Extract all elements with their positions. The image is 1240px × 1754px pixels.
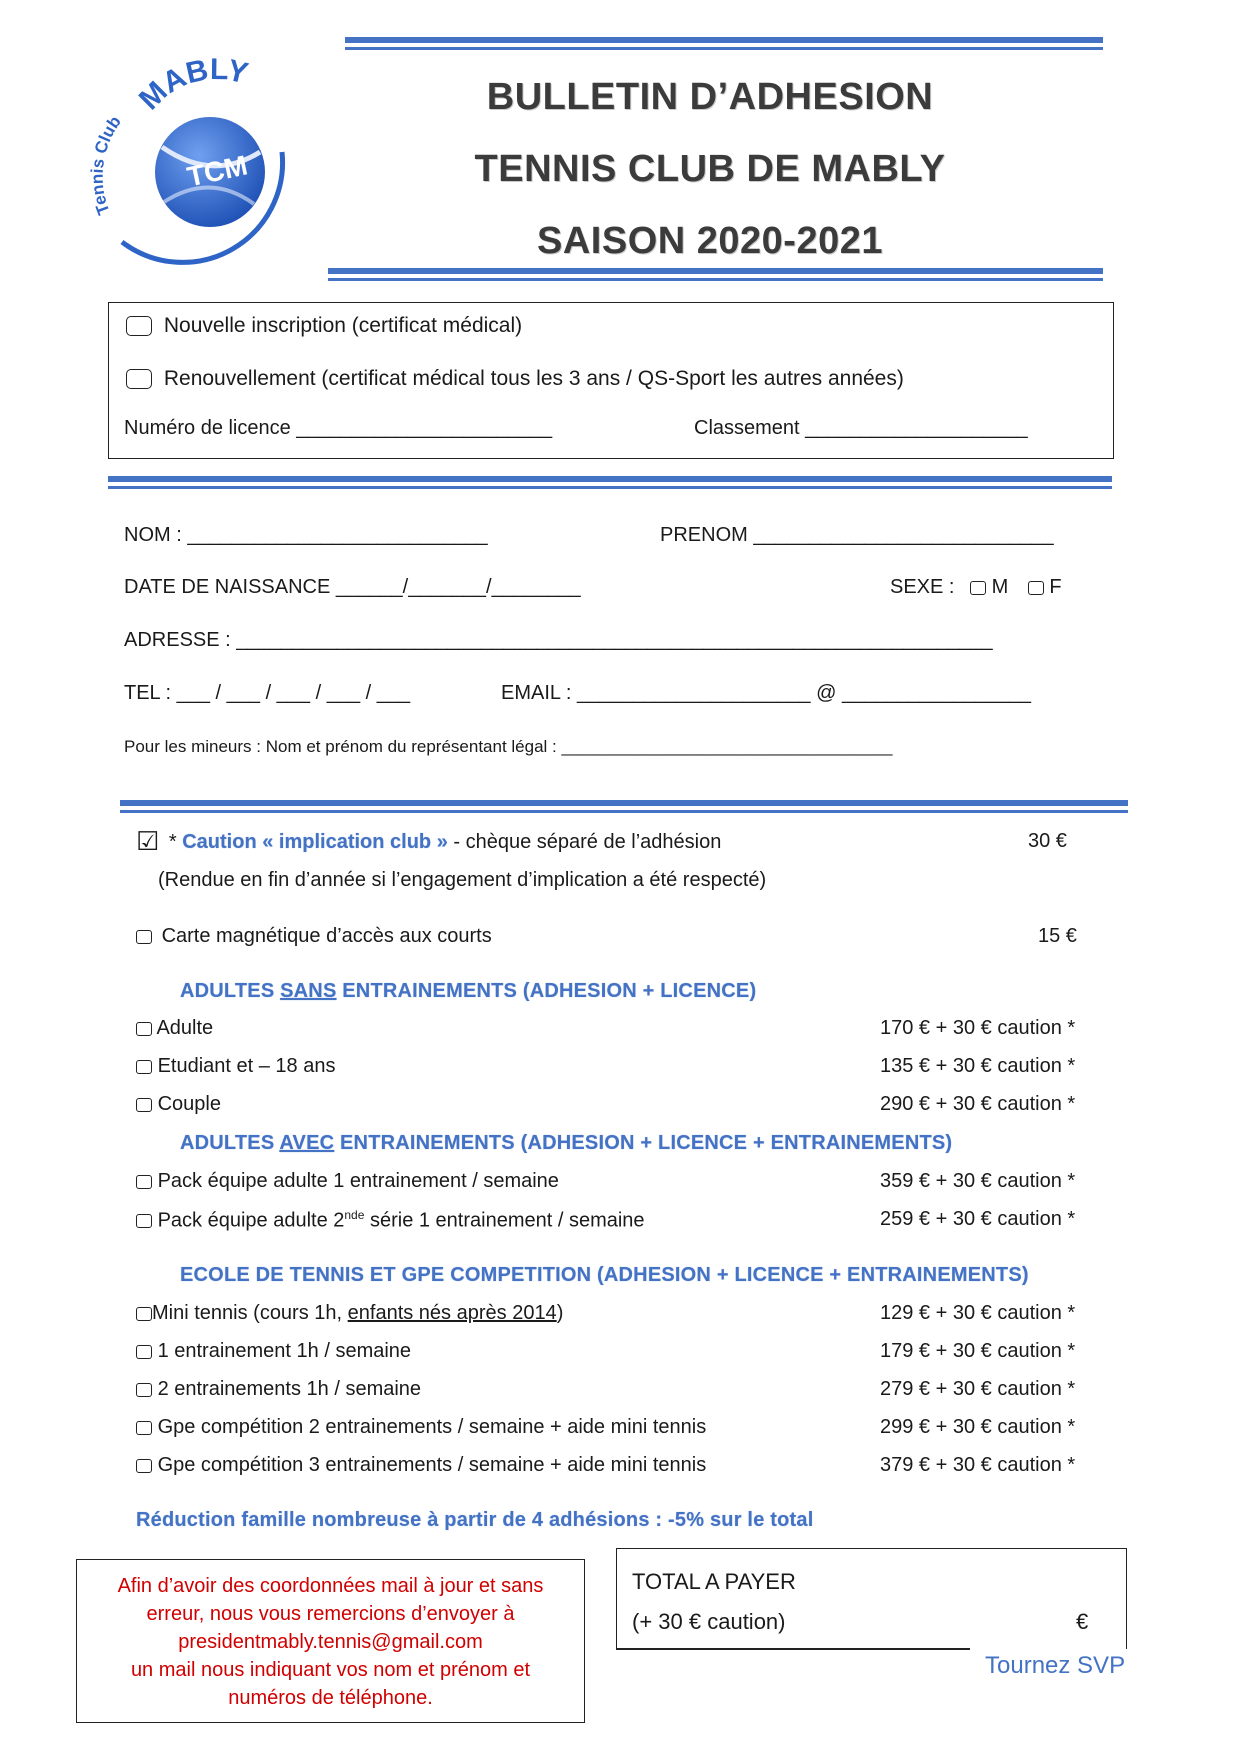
- caution-star: *: [168, 831, 177, 853]
- prenom-field[interactable]: PRENOM ___________________________: [660, 524, 1054, 546]
- notice-line-4: un mail nous indiquant vos nom et prénom et: [130, 1659, 531, 1681]
- date-of-birth-field[interactable]: DATE DE NAISSANCE ______/_______/________: [124, 576, 581, 598]
- tel-field[interactable]: TEL : ___ / ___ / ___ / ___ / ___: [124, 682, 411, 704]
- svg-text:TCM: TCM: [184, 149, 251, 193]
- caution-note: (Rendue en fin d’année si l’engagement d’implication a été respecté): [158, 869, 767, 891]
- pack2-price: 259 € + 30 € caution *: [880, 1208, 1076, 1230]
- option-mini-tennis[interactable]: [136, 1302, 1116, 1330]
- nom-field[interactable]: NOM : ___________________________: [124, 524, 488, 546]
- pack1-price: 359 € + 30 € caution *: [880, 1170, 1076, 1192]
- header-top-rule-2: [345, 47, 1103, 50]
- adulte-checkbox[interactable]: [136, 1022, 152, 1036]
- new-registration-checkbox[interactable]: [126, 316, 152, 336]
- turn-page-note: Tournez SVP: [985, 1652, 1126, 1679]
- section-adultes-avec: [180, 1132, 952, 1155]
- notice-line-2: erreur, nous vous remercions d’envoyer à: [146, 1603, 515, 1625]
- svg-text:MABLY: MABLY: [132, 53, 252, 117]
- options-top-rule-2: [120, 810, 1128, 813]
- total-label: TOTAL A PAYER: [632, 1569, 796, 1594]
- g3-checkbox[interactable]: [136, 1459, 152, 1473]
- sexe-f-checkbox[interactable]: [1028, 581, 1044, 595]
- section-adultes-sans-a: ADULTES: [180, 980, 281, 1002]
- option-e2[interactable]: [136, 1378, 1116, 1406]
- caution-label-rest: - chèque séparé de l’adhésion: [447, 831, 722, 853]
- section-adultes-avec-u: AVEC: [279, 1132, 335, 1154]
- legal-guardian-field[interactable]: Pour les mineurs : Nom et prénom du représentant légal : ___________________________________: [124, 737, 893, 756]
- license-number-field[interactable]: Numéro de licence _______________________: [124, 417, 553, 439]
- renewal-label: Renouvellement (certificat médical tous les 3 ans / QS-Sport les autres années): [163, 367, 904, 390]
- adulte-price: 170 € + 30 € caution *: [880, 1017, 1076, 1039]
- identity-top-rule: [108, 476, 1112, 482]
- carte-row[interactable]: [136, 925, 492, 948]
- notice-line-5: numéros de téléphone.: [228, 1687, 433, 1709]
- e2-price: 279 € + 30 € caution *: [880, 1378, 1076, 1400]
- sexe-group: [890, 576, 1062, 599]
- mini-label-a: Mini tennis (cours 1h,: [152, 1302, 348, 1324]
- notice-line-1: Afin d’avoir des coordonnées mail à jour et sans: [117, 1575, 544, 1597]
- total-bottom-rule: [616, 1648, 970, 1650]
- pack2-label-a: Pack équipe adulte 2: [157, 1209, 345, 1232]
- carte-checkbox[interactable]: [136, 930, 152, 944]
- title-bulletin: BULLETIN D’ADHESION: [486, 76, 934, 118]
- new-registration-option[interactable]: [126, 314, 522, 338]
- sexe-m-label: M: [991, 576, 1009, 598]
- mini-label-b: ): [556, 1302, 564, 1324]
- title-club: TENNIS CLUB DE MABLY: [474, 148, 946, 190]
- pack2-label-b: série 1 entrainement / semaine: [364, 1209, 645, 1232]
- section-adultes-sans-u: SANS: [280, 980, 337, 1002]
- g3-price: 379 € + 30 € caution *: [880, 1454, 1076, 1476]
- option-etudiant[interactable]: [136, 1055, 1116, 1083]
- club-logo: [82, 52, 302, 272]
- sexe-m-checkbox[interactable]: [970, 581, 986, 595]
- title-saison: SAISON 2020-2021: [537, 220, 883, 262]
- g2-checkbox[interactable]: [136, 1421, 152, 1435]
- e1-checkbox[interactable]: [136, 1345, 152, 1359]
- g3-label: Gpe compétition 3 entrainements / semaine + aide mini tennis: [157, 1454, 707, 1476]
- section-adultes-sans: [180, 980, 756, 1003]
- option-e1[interactable]: [136, 1340, 1116, 1368]
- etudiant-checkbox[interactable]: [136, 1060, 152, 1074]
- header-bottom-rule-2: [328, 278, 1103, 281]
- email-notice-text: [78, 1572, 583, 1712]
- caution-checked-icon[interactable]: ☑: [136, 826, 160, 856]
- section-adultes-avec-b: ENTRAINEMENTS (ADHESION + LICENCE + ENTRAINEMENTS): [334, 1132, 953, 1154]
- pack1-label: Pack équipe adulte 1 entrainement / semaine: [157, 1170, 559, 1192]
- e2-label: 2 entrainements 1h / semaine: [157, 1378, 422, 1400]
- etudiant-label: Etudiant et – 18 ans: [157, 1055, 336, 1077]
- g2-label: Gpe compétition 2 entrainements / semaine + aide mini tennis: [157, 1416, 707, 1438]
- pack2-sup: nde: [344, 1208, 365, 1222]
- pack2-checkbox[interactable]: [136, 1214, 152, 1228]
- header-bottom-rule: [328, 268, 1103, 274]
- mini-checkbox[interactable]: [136, 1307, 152, 1321]
- renewal-checkbox[interactable]: [126, 369, 152, 389]
- option-adulte[interactable]: [136, 1017, 1116, 1045]
- renewal-option[interactable]: [126, 367, 904, 391]
- caution-row[interactable]: [136, 826, 721, 857]
- option-couple[interactable]: [136, 1093, 1116, 1121]
- etudiant-price: 135 € + 30 € caution *: [880, 1055, 1076, 1077]
- option-g2[interactable]: [136, 1416, 1116, 1444]
- adresse-field[interactable]: ADRESSE : ____________________________________________________________________: [124, 629, 993, 651]
- section-ecole: ECOLE DE TENNIS ET GPE COMPETITION (ADHESION + LICENCE + ENTRAINEMENTS): [180, 1264, 1029, 1286]
- e1-label: 1 entrainement 1h / semaine: [157, 1340, 412, 1362]
- reduction-note: Réduction famille nombreuse à partir de 4 adhésions : -5% sur le total: [136, 1509, 814, 1531]
- identity-top-rule-2: [108, 486, 1112, 489]
- couple-price: 290 € + 30 € caution *: [880, 1093, 1076, 1115]
- notice-line-3: presidentmably.tennis@gmail.com: [178, 1631, 483, 1653]
- mini-label-u: enfants nés après 2014: [347, 1302, 557, 1324]
- mini-price: 129 € + 30 € caution *: [880, 1302, 1076, 1324]
- section-adultes-sans-b: ENTRAINEMENTS (ADHESION + LICENCE): [336, 980, 757, 1002]
- couple-checkbox[interactable]: [136, 1098, 152, 1112]
- email-field[interactable]: EMAIL : _____________________ @ _________________: [501, 682, 1032, 704]
- caution-price: 30 €: [1028, 830, 1067, 852]
- header-top-rule: [345, 37, 1103, 43]
- options-top-rule: [120, 800, 1128, 806]
- section-adultes-avec-a: ADULTES: [180, 1132, 280, 1154]
- e1-price: 179 € + 30 € caution *: [880, 1340, 1076, 1362]
- ranking-field[interactable]: Classement ____________________: [694, 417, 1028, 439]
- couple-label: Couple: [157, 1093, 221, 1115]
- option-pack2[interactable]: [136, 1208, 1116, 1236]
- total-amount-field[interactable]: €: [1076, 1609, 1089, 1634]
- caution-label: Caution « implication club »: [182, 831, 448, 853]
- option-pack1[interactable]: [136, 1170, 1116, 1198]
- tennis-ball-logo-icon: [82, 52, 302, 272]
- sexe-label: SEXE :: [890, 576, 955, 598]
- svg-text:Tennis Club: Tennis Club: [87, 112, 125, 218]
- g2-price: 299 € + 30 € caution *: [880, 1416, 1076, 1438]
- total-sub: (+ 30 € caution): [632, 1609, 786, 1634]
- sexe-f-label: F: [1049, 576, 1062, 598]
- pack1-checkbox[interactable]: [136, 1175, 152, 1189]
- e2-checkbox[interactable]: [136, 1383, 152, 1397]
- option-g3[interactable]: [136, 1454, 1116, 1482]
- adulte-label: Adulte: [156, 1017, 214, 1039]
- new-registration-label: Nouvelle inscription (certificat médical): [163, 314, 523, 337]
- carte-price: 15 €: [1038, 925, 1077, 947]
- carte-label: Carte magnétique d’accès aux courts: [161, 925, 492, 947]
